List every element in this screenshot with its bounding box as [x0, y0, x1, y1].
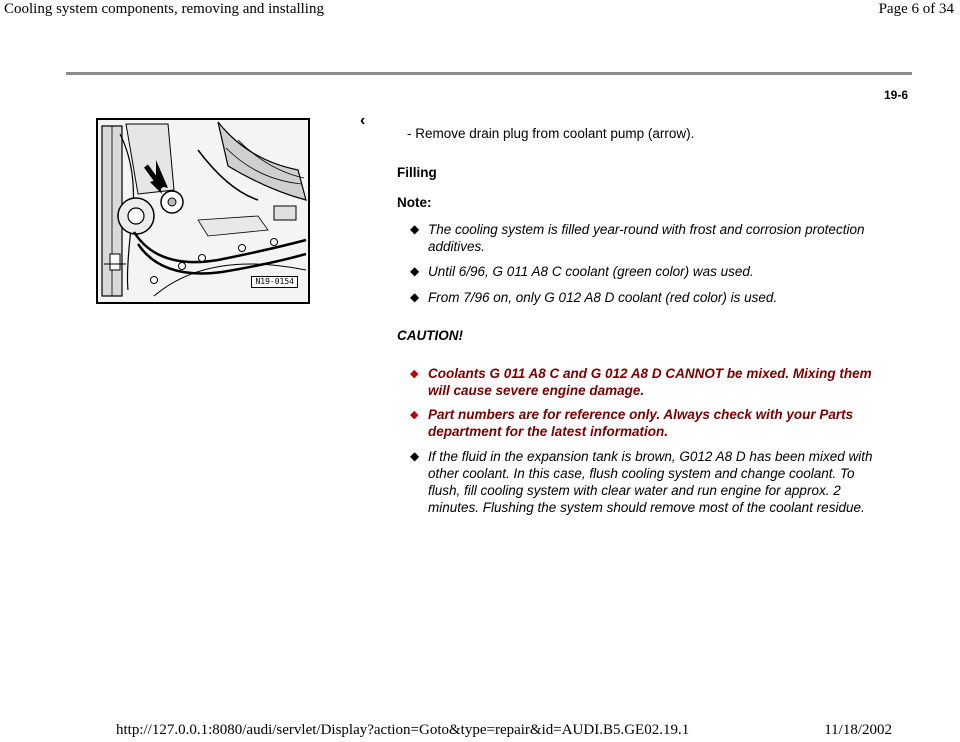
diamond-bullet-icon: ◆ [410, 290, 420, 304]
section-page-number: 19-6 [883, 88, 908, 102]
page-indicator: Page 6 of 34 [878, 1, 954, 17]
pointer-arrow-icon: ‹ [360, 112, 366, 129]
coolant-pump-illustration [96, 118, 310, 304]
caution-text: Coolants G 011 A8 C and G 012 A8 D CANNOT be mixed. Mixing them will cause severe engine damage. [428, 366, 872, 398]
caution-text: Part numbers are for reference only. Always check with your Parts department for the latest information. [428, 407, 854, 439]
engine-drawing [98, 120, 308, 302]
note-text: Until 6/96, G 011 A8 C coolant (green color) was used. [428, 264, 754, 279]
document-title: Cooling system components, removing and installing [4, 1, 324, 17]
caution-item [410, 365, 880, 399]
print-date: 11/18/2002 [824, 722, 892, 738]
note-item [410, 448, 880, 516]
diamond-bullet-icon: ◆ [410, 264, 420, 278]
filling-heading: Filling [397, 165, 437, 180]
note-item [410, 221, 880, 255]
diamond-bullet-icon: ◆ [410, 449, 420, 463]
note-text: The cooling system is filled year-round with frost and corrosion protection additives. [428, 222, 865, 254]
diamond-bullet-icon: ◆ [410, 409, 419, 421]
figure-reference-label: N19-0154 [251, 276, 298, 288]
procedure-step: - Remove drain plug from coolant pump (arrow). [407, 126, 695, 141]
caution-item [410, 406, 880, 440]
header-rule [66, 72, 912, 75]
diamond-bullet-icon: ◆ [410, 222, 420, 236]
diamond-bullet-icon: ◆ [410, 368, 419, 380]
source-url: http://127.0.0.1:8080/audi/servlet/Display?action=Goto&type=repair&id=AUDI.B5.GE02.19.1 [116, 722, 690, 738]
caution-heading: CAUTION! [397, 328, 463, 343]
note-heading: Note: [397, 195, 432, 210]
note-item [410, 263, 880, 280]
final-note-text: If the fluid in the expansion tank is brown, G012 A8 D has been mixed with other coolant. In this case, flush cooling system and change coolant. To flush, fill cooling system with clear water and run engine for approx. 2 minutes. Flushing the system should remove most of the coolant residue. [428, 449, 873, 515]
note-text: From 7/96 on, only G 012 A8 D coolant (red color) is used. [428, 290, 778, 305]
note-item [410, 289, 880, 306]
